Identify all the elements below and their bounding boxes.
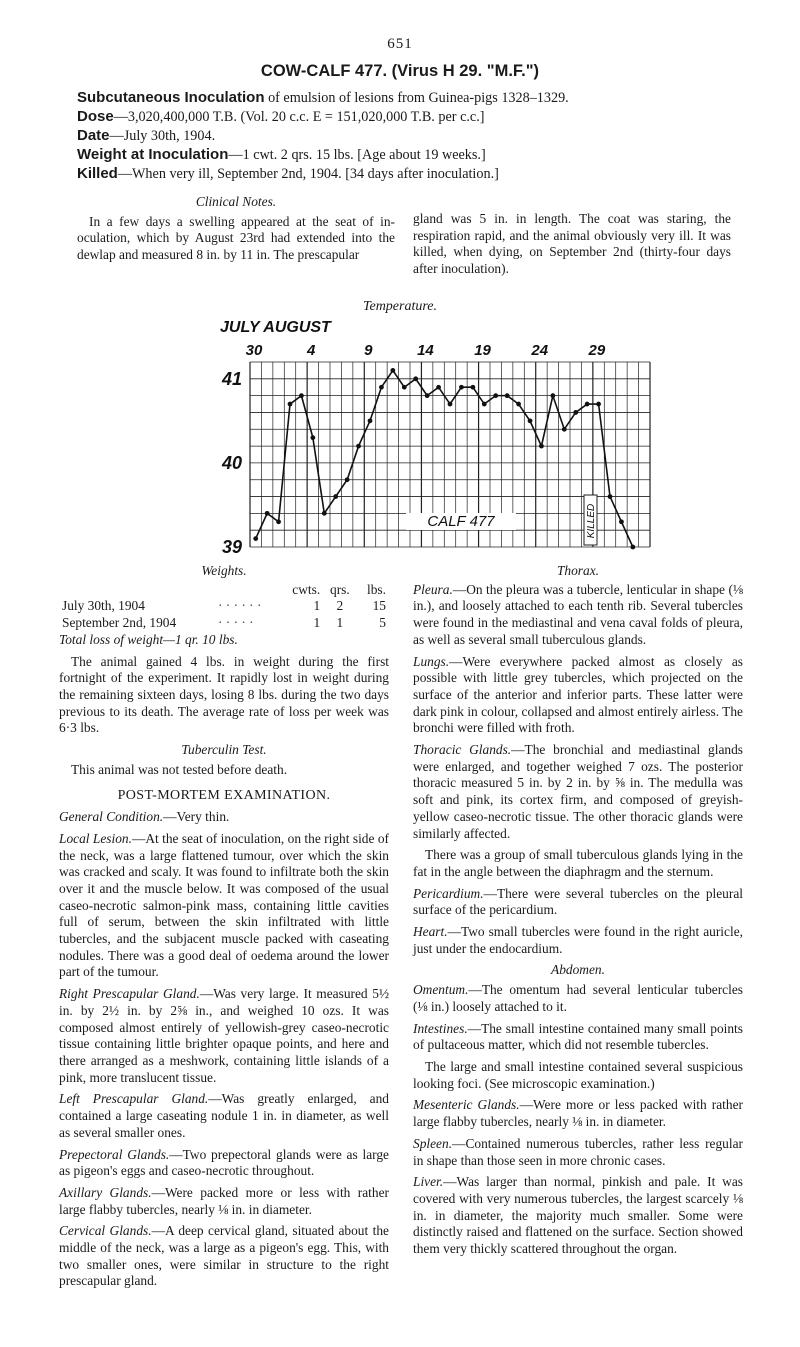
omentum-text: —The omentum had several lenticular tubercles (⅛ in.) loosely attached to it. (413, 982, 743, 1014)
abdomen-heading: Abdomen. (551, 962, 605, 978)
left-prescapular-text: —Was greatly enlarged, and contained a large caseating nodule 1 in. in diameter, as well as several smaller ones. (59, 1091, 389, 1140)
pleura (413, 582, 743, 649)
weights-table (59, 582, 389, 632)
right-prescapular (59, 986, 389, 1086)
weight-text: —1 cwt. 2 qrs. 15 lbs. [Age about 19 weeks.] (228, 147, 486, 163)
omentum (413, 982, 743, 1015)
tuberculin-heading: Tuberculin Test. (181, 742, 267, 758)
date-line (77, 127, 737, 145)
page-title: COW-CALF 477. (Virus H 29. "M.F.") (260, 62, 540, 80)
prepectoral-text: —Two prepectoral glands were as large as pigeon's eggs and caseo-necrotic throughout. (59, 1146, 389, 1179)
x-tick-label: 29 (588, 342, 606, 359)
general-condition-text: —Very thin. (163, 809, 230, 825)
weight-lbs: 15 (372, 598, 386, 614)
clinical-notes-heading: Clinical Notes. (195, 194, 277, 209)
temperature-point (368, 418, 373, 423)
clinical-notes-text-right: gland was 5 in. in length. The coat was staring, the respiration rapid, and the animal obviously very ill. It was killed, when dying, on September 2nd (thirty-four days after inoculation). (413, 211, 731, 277)
spleen-label: Spleen. (413, 1135, 453, 1151)
omentum-label: Omentum. (413, 982, 469, 998)
intestine-foci: The large and small intestine contained several suspicious looking foci. (See microscopic examination.) (413, 1058, 743, 1091)
temperature-chart (210, 317, 660, 557)
temperature-point (459, 385, 464, 390)
weight-lbs: 5 (379, 615, 386, 631)
weights-row (59, 598, 389, 615)
dose-text: —3,020,400,000 T.B. (Vol. 20 c.c. E = 151,020,000 T.B. per c.c.] (113, 109, 485, 125)
temperature-point (516, 402, 521, 407)
thoracic-text: —The bronchial and mediastinal glands were enlarged, and together weighed 7 ozs. The posterior thoracic measured 5 in. by 2 in. by ⅝ in. The medulla was soft and pink, its cortex firm, and composed of greyish-yellow caseo-necrotic tissue. The other thoracic glands were similarly affected. (413, 742, 743, 841)
mesenteric-text: —Were more or less packed with rather large flabby tubercles, nearly ⅛ in. in diameter. (413, 1097, 743, 1130)
heart (413, 924, 743, 957)
temperature-point (448, 402, 453, 407)
weight-dots: · · · · · (217, 615, 254, 631)
cervical-label: Cervical Glands. (59, 1223, 152, 1239)
spleen (413, 1136, 743, 1169)
weight-line (77, 146, 737, 164)
inoculation-text: of emulsion of lesions from Guinea-pigs 1328–1329. (264, 90, 569, 106)
temperature-point (299, 393, 304, 398)
temperature-point (562, 427, 567, 432)
local-lesion (59, 831, 389, 981)
temperature-point (573, 410, 578, 415)
spleen-text: —Contained numerous tubercles, rather less regular in shape than those seen in more chronic cases. (413, 1135, 743, 1168)
heart-label: Heart. (413, 924, 448, 940)
temperature-point (276, 519, 281, 524)
pericardium (413, 886, 743, 919)
mesenteric-label: Mesenteric Glands. (413, 1097, 520, 1113)
x-tick-label: 14 (417, 342, 434, 359)
dose-line (77, 108, 737, 126)
tuberculin-text: This animal was not tested before death. (71, 761, 288, 777)
thorax-heading: Thorax. (556, 563, 600, 578)
weight-cwts: 1 (313, 615, 321, 631)
dose-label: Dose (77, 108, 114, 125)
right-column (413, 563, 743, 1263)
general-condition-label: General Condition. (59, 809, 164, 825)
weight-qrs: 2 (336, 598, 344, 614)
postmortem-heading: POST-MORTEM EXAMINATION. (117, 788, 331, 804)
temperature-point (265, 511, 270, 516)
lungs-text: —Were everywhere packed almost as closely as possible with little grey tubercles, which projected on the surface of the anterior and inferior parts. These latter were dark pink in colour, collapsed and almost entirely airless. The bronchi were filled with froth. (413, 653, 743, 736)
thoracic-label: Thoracic Glands. (413, 742, 512, 758)
axillary-label: Axillary Glands. (59, 1184, 152, 1200)
cervical-glands (59, 1223, 389, 1290)
temperature-point (253, 536, 258, 541)
date-label: Date (77, 127, 110, 144)
weights-heading: Weights. (201, 563, 247, 578)
local-lesion-label: Local Lesion. (59, 830, 132, 846)
weight-cwts: 1 (313, 598, 321, 614)
y-tick-label: 40 (221, 452, 243, 473)
temperature-point (585, 402, 590, 407)
inoculation-label: Subcutaneous Inoculation (77, 89, 265, 106)
weight-dots: · · · · · · (217, 598, 262, 614)
lungs (413, 654, 743, 738)
total-weight-loss: Total loss of weight—1 qr. 10 lbs. (59, 631, 238, 647)
temperature-point (608, 494, 613, 499)
weight-date: September 2nd, 1904 (62, 615, 177, 631)
heart-text: —Two small tubercles were found in the right auricle, just under the endocardium. (413, 924, 743, 956)
mesenteric-glands (413, 1097, 743, 1130)
intestines-text: —The small intestine contained many small points of pultaceous matter, which did not resemble tubercles. (413, 1020, 743, 1053)
temperature-point (436, 385, 441, 390)
left-column (59, 563, 389, 1295)
col-head-lbs: lbs. (367, 581, 386, 597)
temperature-point (390, 368, 395, 373)
x-tick-label: 30 (245, 342, 263, 359)
col-head-qrs: qrs. (330, 581, 350, 597)
temperature-point (402, 385, 407, 390)
temperature-point (470, 385, 475, 390)
liver-label: Liver. (413, 1174, 444, 1190)
x-tick-label: 19 (474, 342, 491, 359)
temperature-point (596, 402, 601, 407)
temperature-point (493, 393, 498, 398)
x-tick-label: 9 (364, 342, 373, 359)
axillary-text: —Were packed more or less with rather large flabby tubercles, nearly ⅛ in. in diameter. (59, 1184, 389, 1217)
temperature-point (379, 385, 384, 390)
weight-label: Weight at Inoculation (77, 146, 229, 163)
intestines (413, 1021, 743, 1054)
col-head-cwts: cwts. (292, 581, 321, 597)
inoculation-line (77, 89, 737, 107)
right-prescapular-label: Right Prescapular Gland. (59, 986, 200, 1002)
temperature-point (619, 519, 624, 524)
intestines-label: Intestines. (413, 1020, 468, 1036)
killed-line (77, 165, 737, 183)
pericardium-label: Pericardium. (413, 885, 484, 901)
page-number: 651 (387, 36, 413, 52)
prepectoral-glands (59, 1147, 389, 1180)
temperature-point (528, 418, 533, 423)
pleura-text: —On the pleura was a tubercle, lenticular in shape (⅛ in.), and loosely attached to each tenth rib. Several tubercles were found in the mediastinal and vena caval folds of pleura, as well as several small tuberculous glands. (413, 581, 743, 647)
temperature-point (539, 444, 544, 449)
calf-label: CALF 477 (427, 513, 495, 530)
temperature-point (505, 393, 510, 398)
temperature-point (288, 402, 293, 407)
local-lesion-text: —At the seat of inoculation, on the right side of the neck, was a large flattened tumour, over which the skin was cracked and scaly. It was found to infiltrate both the skin over it and the muscle below. It was composed of the usual caseo-necrotic salmon-pink mass, containing little cavities full of serum, between the skin infiltrated with little tubercles, and the subjacent muscle packed with caseating nodules. There was a good deal of oedema around the lower part of the tumour. (59, 830, 389, 980)
temperature-point (630, 545, 635, 550)
pericardium-text: —There were several tubercles on the pleural surface of the pericardium. (413, 885, 743, 918)
weights-row (59, 615, 389, 632)
cervical-text: —A deep cervical gland, situated about the middle of the neck, was a large as a pigeon's egg. This, with two smaller ones, were similar in structure to the right prescapular gland. (59, 1223, 389, 1289)
temperature-point (333, 494, 338, 499)
killed-label: KILLED (586, 503, 597, 539)
date-text: —July 30th, 1904. (109, 128, 216, 144)
axillary-glands (59, 1185, 389, 1218)
weights-col-head (59, 582, 389, 599)
temperature-point (356, 444, 361, 449)
temperature-point (310, 435, 315, 440)
temperature-point (345, 477, 350, 482)
temperature-caption: Temperature. (362, 299, 438, 314)
left-prescapular (59, 1091, 389, 1141)
prepectoral-label: Prepectoral Glands. (59, 1146, 170, 1162)
temperature-point (425, 393, 430, 398)
y-tick-label: 41 (221, 368, 243, 389)
x-tick-label: 24 (531, 342, 549, 359)
temperature-point (322, 511, 327, 516)
clinical-notes-right (413, 211, 731, 283)
lungs-label: Lungs. (413, 653, 450, 669)
temperature-point (482, 402, 487, 407)
thoracic-glands (413, 742, 743, 842)
month-label: JULY AUGUST (220, 319, 331, 336)
weight-date: July 30th, 1904 (62, 598, 145, 614)
liver (413, 1174, 743, 1258)
clinical-notes-text-left: In a few days a swelling appeared at the seat of in-oculation, which by August 23rd had extended into the dewlap and measured 8 in. by 11 in. The prescapular (77, 213, 395, 263)
left-prescapular-label: Left Prescapular Gland. (59, 1091, 209, 1107)
x-tick-label: 4 (306, 342, 316, 359)
killed-label: Killed (77, 165, 118, 182)
general-condition (59, 809, 389, 826)
weight-qrs: 1 (336, 615, 344, 631)
killed-text: —When very ill, September 2nd, 1904. [34 days after inoculation.] (117, 166, 499, 182)
temperature-point (413, 376, 418, 381)
diaphragm-glands: There was a group of small tuberculous glands lying in the fat in the angle between the diaphragm and the sternum. (413, 847, 743, 879)
temperature-point (550, 393, 555, 398)
clinical-notes-left (77, 190, 395, 269)
liver-text: —Was larger than normal, pinkish and pale. It was covered with very numerous tubercles, the largest scarcely ⅛ in. in diameter, the majority much smaller. Some were distinctly raised and flattened on the surface. Section showed them very thickly scattered throughout the organ. (413, 1174, 743, 1257)
y-tick-label: 39 (221, 537, 243, 557)
pleura-label: Pleura. (413, 581, 453, 597)
weights-paragraph: The animal gained 4 lbs. in weight during the first fortnight of the experiment. It rapidly lost in weight during the remaining sixteen days, losing 8 lbs. during the two days previous to its death. The average rate of loss per week was 6·3 lbs. (59, 653, 389, 736)
right-prescapular-text: —Was very large. It measured 5½ in. by 2½ in. by 2⅝ in., and weighed 10 ozs. It was composed almost entirely of yellowish-grey caseo-necrotic tissue containing little brighter opaque points, and here and there arranged as a meshwork, containing little islands of a pink, more translucent tissue. (59, 986, 389, 1085)
